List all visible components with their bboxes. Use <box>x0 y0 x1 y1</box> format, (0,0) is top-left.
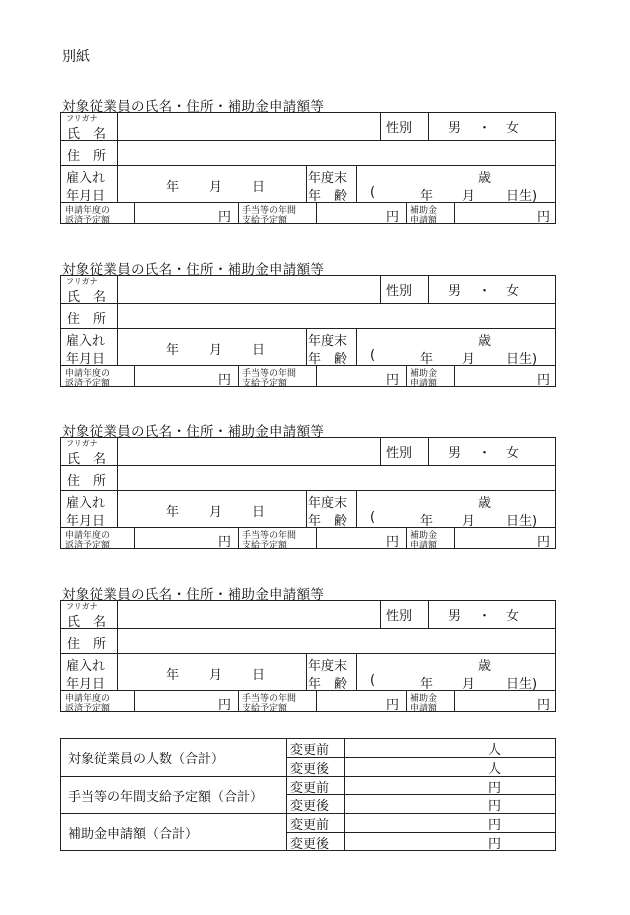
employee-form <box>60 600 556 712</box>
hire-date-label-line1: 雇入れ <box>66 334 106 349</box>
section-title: 対象従業員の氏名・住所・補助金申請額等 <box>62 262 325 278</box>
hire-date-label-line1: 雇入れ <box>66 659 106 674</box>
repay-label-line1: 申請年度の <box>65 531 111 541</box>
hire-month-unit: 月 <box>209 180 223 195</box>
summary-table <box>60 738 556 851</box>
name-input[interactable] <box>117 437 380 465</box>
summary-after-unit: 人 <box>488 761 502 777</box>
repay-label-line1: 申請年度の <box>65 694 111 704</box>
age-unit: 歳 <box>478 334 492 349</box>
hire-year-unit: 年 <box>166 343 180 358</box>
employee-form <box>60 112 556 224</box>
gender-option-male[interactable]: 男 <box>448 446 462 461</box>
gender-option-female[interactable]: 女 <box>506 284 520 299</box>
name-label: 氏 名 <box>67 615 107 630</box>
address-input[interactable] <box>117 465 556 490</box>
summary-after-label: 変更後 <box>290 799 330 815</box>
gender-label: 性別 <box>386 446 413 461</box>
repay-yen-unit: 円 <box>218 535 232 550</box>
birth-year-unit: 年 <box>420 189 434 204</box>
repay-yen-unit: 円 <box>218 698 232 713</box>
hire-month-unit: 月 <box>209 505 223 520</box>
subsidy-label-line1: 補助金 <box>410 206 438 216</box>
repay-yen-unit: 円 <box>218 210 232 225</box>
birth-month-unit: 月 <box>462 677 476 692</box>
birth-paren-open: ( <box>370 348 376 363</box>
gender-separator: ・ <box>478 609 492 624</box>
page-label: 別紙 <box>62 49 90 65</box>
address-label: 住 所 <box>67 637 107 652</box>
name-label: 氏 名 <box>67 127 107 142</box>
summary-before-label: 変更前 <box>290 743 330 758</box>
hire-date-label-line2: 年月日 <box>66 189 106 204</box>
repay-label-line2: 返済予定額 <box>65 704 111 714</box>
subsidy-label-line1: 補助金 <box>410 694 438 704</box>
name-input[interactable] <box>117 275 380 303</box>
allowance-yen-unit: 円 <box>386 373 400 388</box>
age-label-line2: 年 齢 <box>308 189 348 204</box>
age-unit: 歳 <box>478 496 492 511</box>
age-label-line1: 年度末 <box>308 496 348 511</box>
gender-separator: ・ <box>478 446 492 461</box>
name-label: 氏 名 <box>67 452 107 467</box>
allowance-label-line2: 支給予定額 <box>242 216 288 226</box>
subsidy-label-line1: 補助金 <box>410 531 438 541</box>
summary-after-input[interactable] <box>344 794 556 813</box>
hire-date-label-line2: 年月日 <box>66 677 106 692</box>
birth-year-unit: 年 <box>420 677 434 692</box>
subsidy-yen-unit: 円 <box>537 698 551 713</box>
repay-label-line1: 申請年度の <box>65 369 111 379</box>
hire-date-label-line2: 年月日 <box>66 514 106 529</box>
allowance-label-line2: 支給予定額 <box>242 541 288 551</box>
section-title: 対象従業員の氏名・住所・補助金申請額等 <box>62 424 325 440</box>
gender-separator: ・ <box>478 284 492 299</box>
age-unit: 歳 <box>478 659 492 674</box>
allowance-label-line1: 手当等の年間 <box>242 531 297 541</box>
employee-form <box>60 437 556 549</box>
summary-before-unit: 円 <box>488 818 502 833</box>
summary-row-label: 対象従業員の人数（合計） <box>68 752 225 767</box>
birth-day-unit: 日生) <box>506 677 538 692</box>
hire-year-unit: 年 <box>166 180 180 195</box>
birth-month-unit: 月 <box>462 352 476 367</box>
gender-option-male[interactable]: 男 <box>448 284 462 299</box>
birth-month-unit: 月 <box>462 514 476 529</box>
name-input[interactable] <box>117 112 380 140</box>
summary-after-unit: 円 <box>488 836 502 852</box>
gender-option-male[interactable]: 男 <box>448 609 462 624</box>
allowance-label-line2: 支給予定額 <box>242 379 288 389</box>
gender-option-female[interactable]: 女 <box>506 121 520 136</box>
hire-year-unit: 年 <box>166 505 180 520</box>
hire-day-unit: 日 <box>252 668 266 683</box>
birth-day-unit: 日生) <box>506 352 538 367</box>
birth-day-unit: 日生) <box>506 514 538 529</box>
subsidy-label-line1: 補助金 <box>410 369 438 379</box>
address-input[interactable] <box>117 303 556 328</box>
allowance-yen-unit: 円 <box>386 535 400 550</box>
allowance-yen-unit: 円 <box>386 210 400 225</box>
birth-year-unit: 年 <box>420 514 434 529</box>
summary-after-input[interactable] <box>344 757 556 776</box>
subsidy-yen-unit: 円 <box>537 210 551 225</box>
name-label: 氏 名 <box>67 290 107 305</box>
age-label-line1: 年度末 <box>308 171 348 186</box>
employee-form <box>60 275 556 387</box>
furigana-label: フリガナ <box>66 114 98 123</box>
address-input[interactable] <box>117 140 556 165</box>
birth-year-unit: 年 <box>420 352 434 367</box>
summary-before-input[interactable] <box>344 738 556 757</box>
subsidy-yen-unit: 円 <box>537 535 551 550</box>
furigana-label: フリガナ <box>66 277 98 286</box>
repay-label-line1: 申請年度の <box>65 206 111 216</box>
allowance-label-line1: 手当等の年間 <box>242 369 297 379</box>
repay-yen-unit: 円 <box>218 373 232 388</box>
repay-label-line2: 返済予定額 <box>65 216 111 226</box>
subsidy-label-line2: 申請額 <box>410 216 438 226</box>
allowance-label-line1: 手当等の年間 <box>242 206 297 216</box>
subsidy-label-line2: 申請額 <box>410 379 438 389</box>
summary-after-input[interactable] <box>344 832 556 851</box>
address-label: 住 所 <box>67 474 107 489</box>
hire-date-label-line1: 雇入れ <box>66 171 106 186</box>
age-label-line1: 年度末 <box>308 334 348 349</box>
hire-day-unit: 日 <box>252 180 266 195</box>
summary-row-label: 手当等の年間支給予定額（合計） <box>68 789 264 805</box>
summary-row-label: 補助金申請額（合計） <box>68 827 199 842</box>
birth-paren-open: ( <box>370 185 376 200</box>
name-input[interactable] <box>117 600 380 628</box>
summary-after-label: 変更後 <box>290 836 330 852</box>
hire-day-unit: 日 <box>252 343 266 358</box>
gender-label: 性別 <box>386 609 413 624</box>
summary-before-input[interactable] <box>344 776 556 795</box>
repay-label-line2: 返済予定額 <box>65 541 111 551</box>
summary-before-unit: 人 <box>488 743 502 758</box>
hire-month-unit: 月 <box>209 668 223 683</box>
hire-day-unit: 日 <box>252 505 266 520</box>
age-label-line2: 年 齢 <box>308 677 348 692</box>
birth-day-unit: 日生) <box>506 189 538 204</box>
birth-paren-open: ( <box>370 673 376 688</box>
hire-date-label-line2: 年月日 <box>66 352 106 367</box>
furigana-label: フリガナ <box>66 439 98 448</box>
hire-month-unit: 月 <box>209 343 223 358</box>
subsidy-label-line2: 申請額 <box>410 541 438 551</box>
furigana-label: フリガナ <box>66 602 98 611</box>
gender-option-female[interactable]: 女 <box>506 609 520 624</box>
gender-separator: ・ <box>478 121 492 136</box>
gender-option-female[interactable]: 女 <box>506 446 520 461</box>
address-input[interactable] <box>117 628 556 653</box>
subsidy-label-line2: 申請額 <box>410 704 438 714</box>
subsidy-yen-unit: 円 <box>537 373 551 388</box>
age-unit: 歳 <box>478 171 492 186</box>
hire-year-unit: 年 <box>166 668 180 683</box>
allowance-label-line2: 支給予定額 <box>242 704 288 714</box>
address-label: 住 所 <box>67 149 107 164</box>
section-title: 対象従業員の氏名・住所・補助金申請額等 <box>62 587 325 603</box>
gender-option-male[interactable]: 男 <box>448 121 462 136</box>
allowance-label-line1: 手当等の年間 <box>242 694 297 704</box>
hire-date-label-line1: 雇入れ <box>66 496 106 511</box>
summary-before-input[interactable] <box>344 813 556 832</box>
section-title: 対象従業員の氏名・住所・補助金申請額等 <box>62 99 325 115</box>
summary-after-label: 変更後 <box>290 761 330 777</box>
birth-month-unit: 月 <box>462 189 476 204</box>
allowance-yen-unit: 円 <box>386 698 400 713</box>
birth-paren-open: ( <box>370 510 376 525</box>
address-label: 住 所 <box>67 312 107 327</box>
age-label-line2: 年 齢 <box>308 514 348 529</box>
gender-label: 性別 <box>386 121 413 136</box>
gender-label: 性別 <box>386 284 413 299</box>
summary-before-unit: 円 <box>488 780 502 796</box>
summary-before-label: 変更前 <box>290 818 330 833</box>
summary-before-label: 変更前 <box>290 780 330 796</box>
repay-label-line2: 返済予定額 <box>65 379 111 389</box>
summary-after-unit: 円 <box>488 799 502 815</box>
age-label-line2: 年 齢 <box>308 352 348 367</box>
age-label-line1: 年度末 <box>308 659 348 674</box>
